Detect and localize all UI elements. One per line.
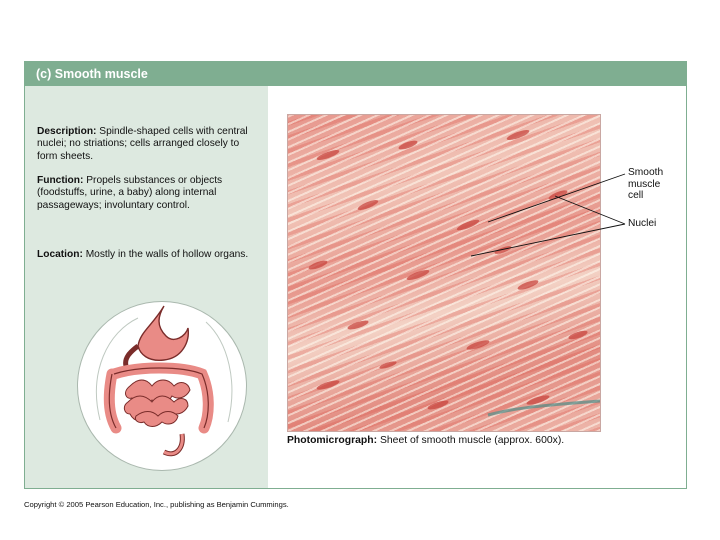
caption-text: Sheet of smooth muscle (approx. 600x). <box>379 435 565 446</box>
photo-caption <box>287 435 564 446</box>
figure-panel <box>24 61 687 489</box>
location-label: Location: <box>37 249 83 260</box>
location-text: Mostly in the walls of hollow organs. <box>85 249 249 260</box>
caption-label: Photomicrograph: <box>287 435 378 446</box>
description-label: Description: <box>37 126 97 137</box>
panel-title: (c) Smooth muscle <box>25 62 686 86</box>
copyright-notice: Copyright © 2005 Pearson Education, Inc., publishing as Benjamin Cummings. <box>24 500 289 509</box>
leader-lines <box>25 62 688 490</box>
function-text: Propels substances or objects (foodstuffs, urine, a baby) along internal passageways; involuntary control. <box>37 175 223 211</box>
description-text: Spindle-shaped cells with central nuclei; no striations; cells arranged closely to form sheets. <box>37 126 248 162</box>
smooth-muscle-cell-label: Smooth muscle cell <box>628 167 664 202</box>
nuclei-label: Nuclei <box>628 218 657 229</box>
function-label: Function: <box>37 175 84 186</box>
